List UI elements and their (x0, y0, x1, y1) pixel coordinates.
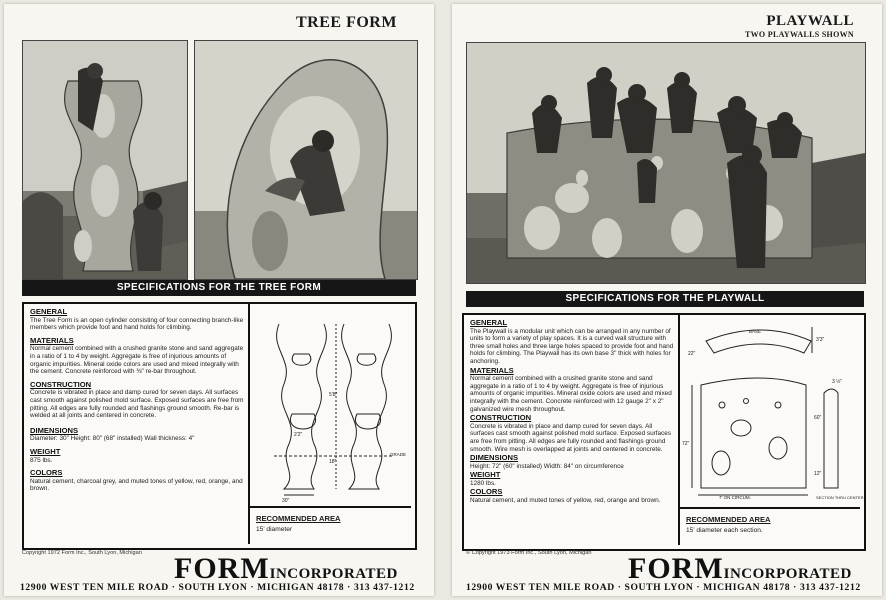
page-title: TREE FORM (296, 14, 397, 31)
dim-label: 12" (814, 471, 822, 477)
logo-incorporated: INCORPORATED (723, 566, 852, 582)
copyright: Copyright 1972 Form Inc., South Lyon, Michigan (22, 550, 142, 556)
section-text: 1280 lbs. (470, 479, 496, 487)
tree-form-closeup-image (195, 41, 417, 279)
section-heading: DIMENSIONS (470, 453, 519, 463)
section-heading: GENERAL (30, 307, 68, 316)
tree-form-page (4, 4, 434, 596)
dim-label: 2'2" (294, 432, 303, 438)
column-divider (248, 304, 250, 544)
section-text: Height: 72" (60" installed) Width: 84" on circumference (470, 462, 624, 470)
tree-form-sculpture-image (23, 41, 187, 279)
section-heading: CONSTRUCTION (470, 413, 532, 423)
logo-incorporated: INCORPORATED (269, 566, 398, 582)
section-text: Natural cement, charcoal grey, and muted tones of yellow, red, orange, and brown. (30, 477, 243, 493)
tree-form-photo-2 (194, 40, 418, 280)
spec-header-bar: SPECIFICATIONS FOR THE TREE FORM (22, 280, 416, 296)
form-logo (174, 552, 398, 586)
section-text: Normal cement combined with a crushed granite stone and sand aggregate in a ratio of 1 to 4 by weight. Aggregate is free of injurious amounts of organic impurities. Mineral oxide colors are used and mixed integrally with the cement. Concrete reinforced with ⅜" re-bar throughout. (30, 345, 244, 376)
copyright: © Copyright 1973 Form Inc., South Lyon, Michigan (466, 550, 592, 556)
recommended-area-label: RECOMMENDED AREA (256, 514, 341, 523)
page-title: PLAYWALL (766, 13, 854, 29)
dim-label: 72" (682, 441, 690, 447)
dim-label: 3'3" (816, 337, 825, 343)
recommended-area-label: RECOMMENDED AREA (686, 515, 771, 524)
section-heading: CONSTRUCTION (30, 379, 92, 389)
spec-box (22, 302, 417, 550)
playwall-drawing (686, 323, 856, 503)
section-heading: WEIGHT (30, 446, 61, 456)
dim-label: BASE (749, 329, 762, 334)
section-text: The Tree Form is an open cylinder consisting of four connecting branch-like members which provide foot and hand holds for climbing. (30, 316, 244, 332)
dim-label: 60" (814, 415, 822, 421)
section-heading: COLORS (470, 487, 503, 497)
dim-label: 5'8" (329, 392, 338, 398)
spec-box (462, 313, 866, 551)
section-text: Normal cement combined with a crushed granite stone and sand aggregate in a ratio of 1 to 4 by weight. Aggregate is free of injurious amounts of organic impurities. Mineral oxide colors are used and mixed integrally with the cement. Concrete reinforced with 12 gauge 2" x 2" galvanized wire mesh throughout. (470, 375, 672, 413)
playwall-children-image (467, 43, 865, 283)
dim-label: 7' ON CIRCUM. (719, 495, 751, 500)
playwall-photo (466, 42, 866, 284)
section-heading: WEIGHT (470, 470, 501, 480)
section-text: Concrete is vibrated in place and damp cured for seven days. All surfaces cast smooth against polished mold surface. Exposed surfaces are free from pitting. All edges are fully rounded and flashings ground smooth. Re-bar is welded at all joints and centered in concrete. (30, 389, 244, 420)
spec-header-bar: SPECIFICATIONS FOR THE PLAYWALL (466, 291, 864, 307)
form-logo (628, 552, 852, 586)
logo-form: FORM (628, 552, 724, 585)
section-heading: DIMENSIONS (30, 425, 79, 435)
dim-label: GRADE (390, 452, 407, 457)
address: 12900 WEST TEN MILE ROAD · SOUTH LYON · MICHIGAN 48178 · 313 437-1212 (466, 582, 861, 593)
tree-form-photo-1 (22, 40, 188, 280)
section-text: Natural cement, and muted tones of yellow, red, orange and brown. (470, 497, 661, 505)
section-text: Diameter: 30" Height: 80" (68" installed) Wall thickness: 4" (30, 435, 195, 443)
page-subtitle: TWO PLAYWALLS SHOWN (745, 30, 854, 39)
spec-text (30, 308, 244, 493)
tree-form-drawing (254, 314, 407, 499)
dim-label: 18" (329, 459, 337, 465)
dim-label: 3 ½" (832, 379, 843, 385)
section-heading: MATERIALS (470, 365, 514, 375)
section-heading: MATERIALS (30, 335, 74, 345)
logo-form: FORM (174, 552, 270, 585)
dim-label: 22" (688, 351, 696, 357)
recommended-area-value: 15' diameter each section. (686, 527, 763, 534)
row-divider (248, 506, 411, 508)
section-heading: COLORS (30, 468, 63, 478)
row-divider (678, 507, 860, 509)
dim-label: 30" (282, 498, 290, 504)
section-text: Concrete is vibrated in place and damp cured for seven days. All surfaces cast smooth against polished mold surface. Exposed surfaces are free from pitting. All edges are fully rounded and flashings ground smooth. Wire mesh is overlapped at joints and centered in concrete. (470, 422, 672, 453)
section-text: 875 lbs. (30, 456, 53, 464)
section-text: The Playwall is a modular unit which can be arranged in any number of units to form a variety of play spaces. It is a curved wall structure with three small holes and three large holes spaced to provide foot and hand holds for climbing. The Playwall has its own base 3" thick with holes for anchoring. (470, 327, 674, 365)
section-heading: GENERAL (470, 318, 508, 327)
address: 12900 WEST TEN MILE ROAD · SOUTH LYON · MICHIGAN 48178 · 313 437-1212 (20, 582, 415, 593)
playwall-page (452, 4, 882, 596)
recommended-area-value: 15' diameter (256, 526, 293, 533)
column-divider (678, 315, 680, 545)
dim-label: SECTION THRU CENTER (816, 495, 864, 500)
spec-text (470, 319, 674, 505)
